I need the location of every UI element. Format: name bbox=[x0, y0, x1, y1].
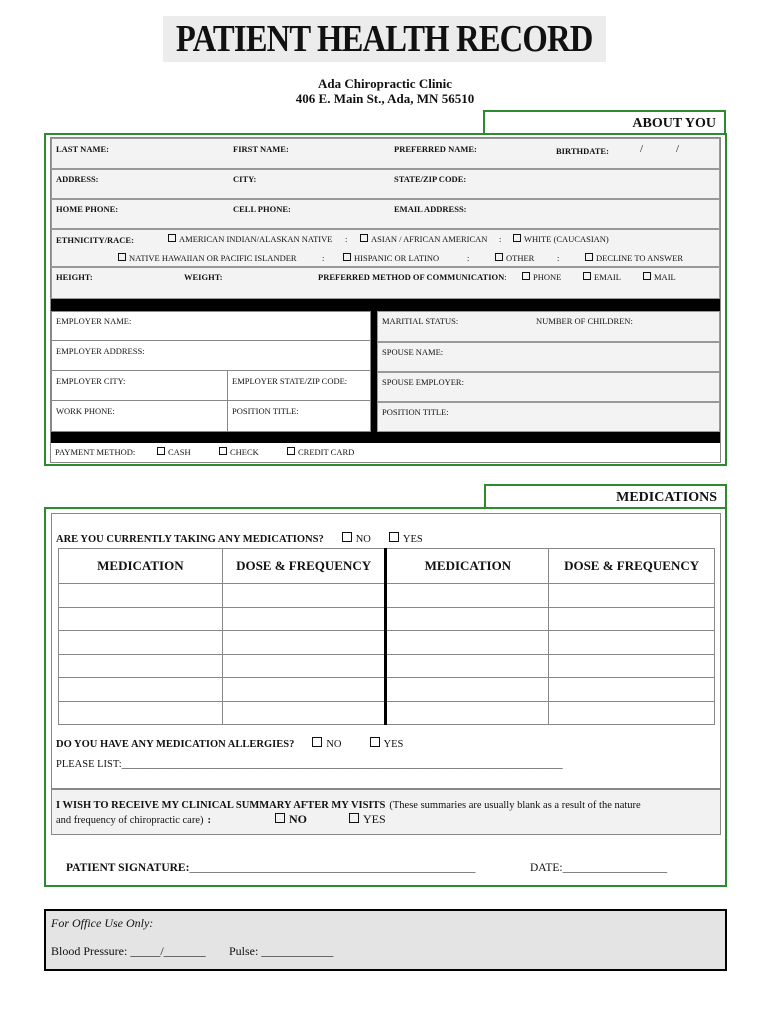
comm-email[interactable]: EMAIL bbox=[583, 272, 621, 282]
divider-bar bbox=[51, 299, 720, 311]
checkbox-icon bbox=[522, 272, 530, 280]
allergies-question: DO YOU HAVE ANY MEDICATION ALLERGIES? NO YES bbox=[56, 739, 404, 750]
checkbox-icon bbox=[342, 532, 352, 542]
city-label: CITY: bbox=[233, 174, 257, 184]
table-row bbox=[59, 654, 715, 678]
preferred-name-label: PREFERRED NAME: bbox=[394, 144, 477, 154]
pay-cash[interactable]: CASH bbox=[157, 447, 191, 457]
clinic-name: Ada Chiropractic Clinic bbox=[317, 76, 453, 91]
header-medication-2: MEDICATION bbox=[386, 549, 549, 584]
divider-bar bbox=[51, 432, 720, 443]
spouse-employer-row bbox=[377, 372, 720, 402]
checkbox-icon bbox=[360, 234, 368, 242]
taking-meds-question: ARE YOU CURRENTLY TAKING ANY MEDICATIONS? NO YES bbox=[56, 534, 423, 545]
payment-row bbox=[51, 443, 720, 462]
weight-label: WEIGHT: bbox=[184, 272, 223, 282]
signature-row: PATIENT SIGNATURE:____________________________________________________ bbox=[66, 862, 476, 874]
children-label: NUMBER OF CHILDREN: bbox=[536, 316, 633, 326]
employer-name-label: EMPLOYER NAME: bbox=[56, 316, 132, 326]
table-row bbox=[59, 631, 715, 655]
row-height-weight bbox=[51, 267, 720, 299]
employer-name-row bbox=[51, 311, 371, 341]
work-phone-row bbox=[51, 401, 371, 432]
form-title: PATIENT HEALTH RECORD bbox=[163, 16, 606, 62]
cell-phone-label: CELL PHONE: bbox=[233, 204, 291, 214]
eth-other[interactable]: OTHER bbox=[495, 253, 534, 263]
spouse-name-row bbox=[377, 342, 720, 372]
address-label: ADDRESS: bbox=[56, 174, 99, 184]
office-use-heading: For Office Use Only: bbox=[51, 916, 154, 930]
checkbox-icon bbox=[118, 253, 126, 261]
table-row bbox=[59, 678, 715, 702]
spouse-employer-label: SPOUSE EMPLOYER: bbox=[382, 377, 464, 387]
blood-pressure-field[interactable]: Blood Pressure: _____/_______ bbox=[51, 944, 206, 958]
checkbox-icon bbox=[349, 813, 359, 823]
checkbox-icon bbox=[312, 737, 322, 747]
row-ethnicity: ETHNICITY/RACE: AMERICAN INDIAN/ALASKAN NATIVE : ASIAN / AFRICAN AMERICAN : WHITE (CAUCASIAN) NATIVE HAWAIIAN OR PACIFIC ISLANDER : HISPANIC OR LATINO : OTHER : DECLINE TO ANSWER bbox=[51, 229, 720, 267]
summary-yes-option[interactable]: YES bbox=[349, 812, 386, 826]
eth-hispanic[interactable]: HISPANIC OR LATINO bbox=[343, 253, 439, 263]
checkbox-icon bbox=[495, 253, 503, 261]
home-phone-label: HOME PHONE: bbox=[56, 204, 119, 214]
checkbox-icon bbox=[157, 447, 165, 455]
marital-status-label: MARITIAL STATUS: bbox=[382, 316, 459, 326]
meds-no-option[interactable]: NO bbox=[342, 534, 371, 545]
date-field[interactable]: ___________________ bbox=[562, 862, 668, 874]
pay-credit-card[interactable]: CREDIT CARD bbox=[287, 447, 354, 457]
allergies-yes-option[interactable]: YES bbox=[370, 739, 404, 750]
office-use-box bbox=[44, 909, 727, 971]
spouse-position-label: POSITION TITLE: bbox=[382, 407, 449, 417]
employer-address-label: EMPLOYER ADDRESS: bbox=[56, 346, 145, 356]
employer-address-row bbox=[51, 341, 371, 371]
eth-asian-african[interactable]: ASIAN / AFRICAN AMERICAN bbox=[360, 234, 487, 244]
clinical-summary-box: I WISH TO RECEIVE MY CLINICAL SUMMARY AFTER MY VISITS (These summaries are usually blank as a result of the nature and frequency of chiropractic care) : NO YES bbox=[51, 789, 721, 835]
payment-method-label: PAYMENT METHOD: bbox=[55, 447, 136, 457]
marital-row bbox=[377, 311, 720, 342]
eth-decline[interactable]: DECLINE TO ANSWER bbox=[585, 253, 683, 263]
position-title-label: POSITION TITLE: bbox=[232, 406, 299, 416]
summary-question: I WISH TO RECEIVE MY CLINICAL SUMMARY AFTER MY VISITS bbox=[56, 800, 386, 811]
header-dose-frequency: DOSE & FREQUENCY bbox=[222, 549, 386, 584]
checkbox-icon bbox=[643, 272, 651, 280]
table-row bbox=[59, 584, 715, 608]
pulse-field[interactable]: Pulse: ____________ bbox=[229, 944, 334, 958]
work-phone-label: WORK PHONE: bbox=[56, 406, 115, 416]
please-list-field[interactable]: PLEASE LIST:____________________________________________________________________________________ bbox=[56, 759, 563, 770]
checkbox-icon bbox=[275, 813, 285, 823]
birthdate-label: BIRTHDATE: bbox=[556, 146, 609, 156]
row-names: LAST NAME: FIRST NAME: PREFERRED NAME: BIRTHDATE: / / bbox=[51, 138, 720, 169]
checkbox-icon bbox=[287, 447, 295, 455]
email-label: EMAIL ADDRESS: bbox=[394, 204, 467, 214]
about-you-tab: ABOUT YOU bbox=[483, 110, 726, 134]
summary-no-option[interactable]: NO bbox=[275, 812, 307, 826]
employer-city-label: EMPLOYER CITY: bbox=[56, 376, 126, 386]
checkbox-icon bbox=[370, 737, 380, 747]
spouse-position-row bbox=[377, 402, 720, 432]
date-row: DATE:___________________ bbox=[530, 862, 668, 874]
first-name-label: FIRST NAME: bbox=[233, 144, 289, 154]
signature-field[interactable]: ____________________________________________________ bbox=[189, 862, 476, 874]
employer-state-label: EMPLOYER STATE/ZIP CODE: bbox=[232, 376, 348, 386]
allergies-no-option[interactable]: NO bbox=[312, 739, 341, 750]
checkbox-icon bbox=[389, 532, 399, 542]
row-address bbox=[51, 169, 720, 199]
eth-american-indian[interactable]: AMERICAN INDIAN/ALASKAN NATIVE bbox=[168, 234, 332, 244]
medications-table bbox=[58, 548, 715, 725]
meds-yes-option[interactable]: YES bbox=[389, 534, 423, 545]
checkbox-icon bbox=[583, 272, 591, 280]
eth-white[interactable]: WHITE (CAUCASIAN) bbox=[513, 234, 609, 244]
row-phones bbox=[51, 199, 720, 229]
checkbox-icon bbox=[168, 234, 176, 242]
table-row bbox=[59, 607, 715, 631]
checkbox-icon bbox=[219, 447, 227, 455]
ethnicity-label: ETHNICITY/RACE: bbox=[56, 235, 134, 245]
spouse-name-label: SPOUSE NAME: bbox=[382, 347, 444, 357]
checkbox-icon bbox=[343, 253, 351, 261]
state-zip-label: STATE/ZIP CODE: bbox=[394, 174, 467, 184]
checkbox-icon bbox=[585, 253, 593, 261]
comm-mail[interactable]: MAIL bbox=[643, 272, 676, 282]
employer-city-row bbox=[51, 371, 371, 401]
last-name-label: LAST NAME: bbox=[56, 144, 109, 154]
eth-native-hawaiian[interactable]: NATIVE HAWAIIAN OR PACIFIC ISLANDER bbox=[118, 253, 297, 263]
pay-check[interactable]: CHECK bbox=[219, 447, 259, 457]
clinic-address: 406 E. Main St., Ada, MN 56510 bbox=[295, 91, 475, 106]
header-medication: MEDICATION bbox=[59, 549, 223, 584]
checkbox-icon bbox=[513, 234, 521, 242]
table-row bbox=[59, 701, 715, 725]
comm-phone[interactable]: PHONE bbox=[522, 272, 561, 282]
medications-tab: MEDICATIONS bbox=[484, 484, 727, 508]
height-label: HEIGHT: bbox=[56, 272, 93, 282]
header-dose-frequency-2: DOSE & FREQUENCY bbox=[549, 549, 715, 584]
communication-label: PREFERRED METHOD OF COMMUNICATION: bbox=[318, 272, 507, 282]
